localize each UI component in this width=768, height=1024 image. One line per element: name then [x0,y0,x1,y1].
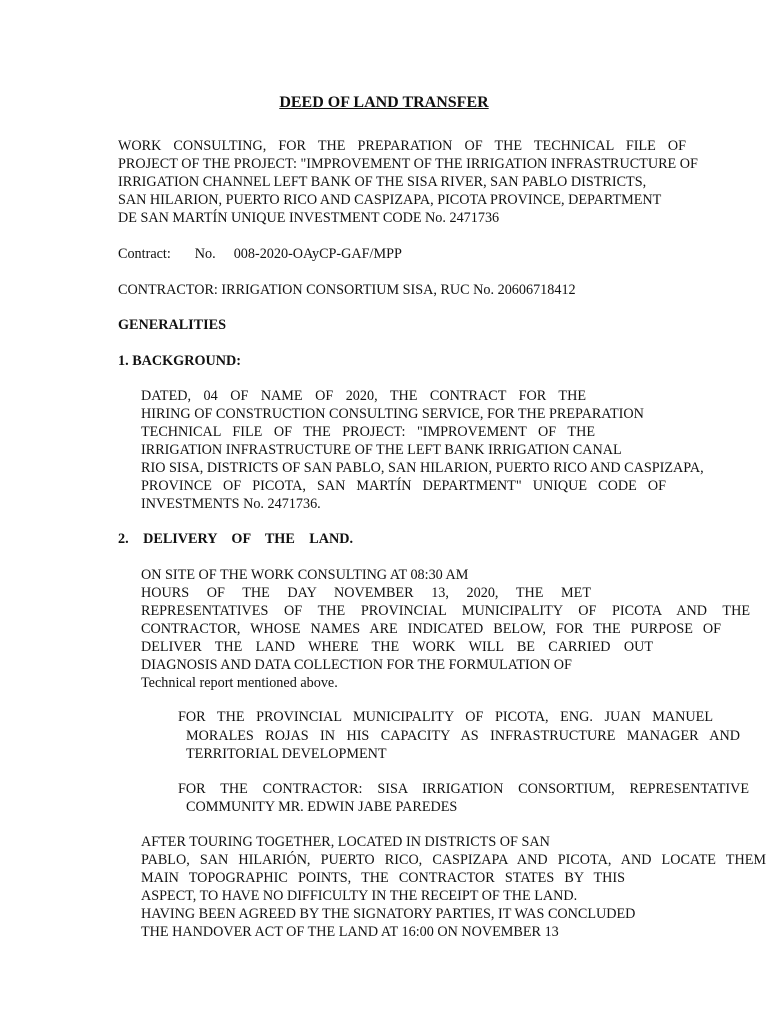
contract-label: Contract: [118,246,171,262]
contract-line [118,245,402,263]
bullet-line [164,708,713,726]
bullet-text: FOR THE PROVINCIAL MUNICIPALITY OF PICOTA, ENG. JUAN MANUEL [178,709,713,725]
closing-line: THE HANDOVER ACT OF THE LAND AT 16:00 ON NOVEMBER 13 [141,924,559,940]
contract-number: 008-2020-OAyCP-GAF/MPP [233,246,402,262]
section-heading-background: 1. BACKGROUND: [118,353,241,369]
intro-line: SAN HILARION, PUERTO RICO AND CASPIZAPA, PICOTA PROVINCE, DEPARTMENT [118,192,662,208]
delivery-line: DELIVER THE LAND WHERE THE WORK WILL BE CARRIED OUT [141,639,653,655]
closing-line: PABLO, SAN HILARIÓN, PUERTO RICO, CASPIZAPA AND PICOTA, AND LOCATE THEM [141,852,766,868]
intro-line: PROJECT OF THE PROJECT: "IMPROVEMENT OF THE IRRIGATION INFRASTRUCTURE OF [118,156,698,172]
document-title: DEED OF LAND TRANSFER [279,94,489,111]
contract-no-label: No. [194,246,216,262]
bullet-line: TERRITORIAL DEVELOPMENT [186,746,387,762]
delivery-line: Technical report mentioned above. [141,675,338,691]
background-line: DATED, 04 OF NAME OF 2020, THE CONTRACT FOR THE [141,388,586,404]
delivery-line: REPRESENTATIVES OF THE PROVINCIAL MUNICIPALITY OF PICOTA AND THE [141,603,750,619]
bullet-line: COMMUNITY MR. EDWIN JABE PAREDES [186,799,458,815]
delivery-line: CONTRACTOR, WHOSE NAMES ARE INDICATED BELOW, FOR THE PURPOSE OF [141,621,721,637]
section-heading-delivery: 2. DELIVERY OF THE LAND. [118,531,353,547]
delivery-line: HOURS OF THE DAY NOVEMBER 13, 2020, THE MET [141,585,591,601]
intro-line: DE SAN MARTÍN UNIQUE INVESTMENT CODE No. 2471736 [118,210,500,226]
background-line: INVESTMENTS No. 2471736. [141,496,321,512]
contractor-line: CONTRACTOR: IRRIGATION CONSORTIUM SISA, RUC No. 20606718412 [118,282,576,298]
intro-line: WORK CONSULTING, FOR THE PREPARATION OF THE TECHNICAL FILE OF [118,138,686,154]
closing-line: AFTER TOURING TOGETHER, LOCATED IN DISTRICTS OF SAN [141,834,550,850]
background-line: HIRING OF CONSTRUCTION CONSULTING SERVICE, FOR THE PREPARATION [141,406,644,422]
background-line: TECHNICAL FILE OF THE PROJECT: "IMPROVEMENT OF THE [141,424,595,440]
bullet-text: FOR THE CONTRACTOR: SISA IRRIGATION CONSORTIUM, REPRESENTATIVE [178,781,749,797]
background-line: RIO SISA, DISTRICTS OF SAN PABLO, SAN HILARION, PUERTO RICO AND CASPIZAPA, [141,460,704,476]
intro-line: IRRIGATION CHANNEL LEFT BANK OF THE SISA RIVER, SAN PABLO DISTRICTS, [118,174,647,190]
generalities-heading: GENERALITIES [118,317,227,333]
closing-line: MAIN TOPOGRAPHIC POINTS, THE CONTRACTOR STATES BY THIS [141,870,625,886]
background-line: IRRIGATION INFRASTRUCTURE OF THE LEFT BANK IRRIGATION CANAL [141,442,622,458]
bullet-line: MORALES ROJAS IN HIS CAPACITY AS INFRASTRUCTURE MANAGER AND [186,728,740,744]
bullet-line [164,780,749,798]
delivery-line: ON SITE OF THE WORK CONSULTING AT 08:30 AM [141,567,469,583]
delivery-line: DIAGNOSIS AND DATA COLLECTION FOR THE FORMULATION OF [141,657,572,673]
closing-line: ASPECT, TO HAVE NO DIFFICULTY IN THE RECEIPT OF THE LAND. [141,888,578,904]
background-line: PROVINCE OF PICOTA, SAN MARTÍN DEPARTMENT" UNIQUE CODE OF [141,478,666,494]
closing-line: HAVING BEEN AGREED BY THE SIGNATORY PARTIES, IT WAS CONCLUDED [141,906,636,922]
